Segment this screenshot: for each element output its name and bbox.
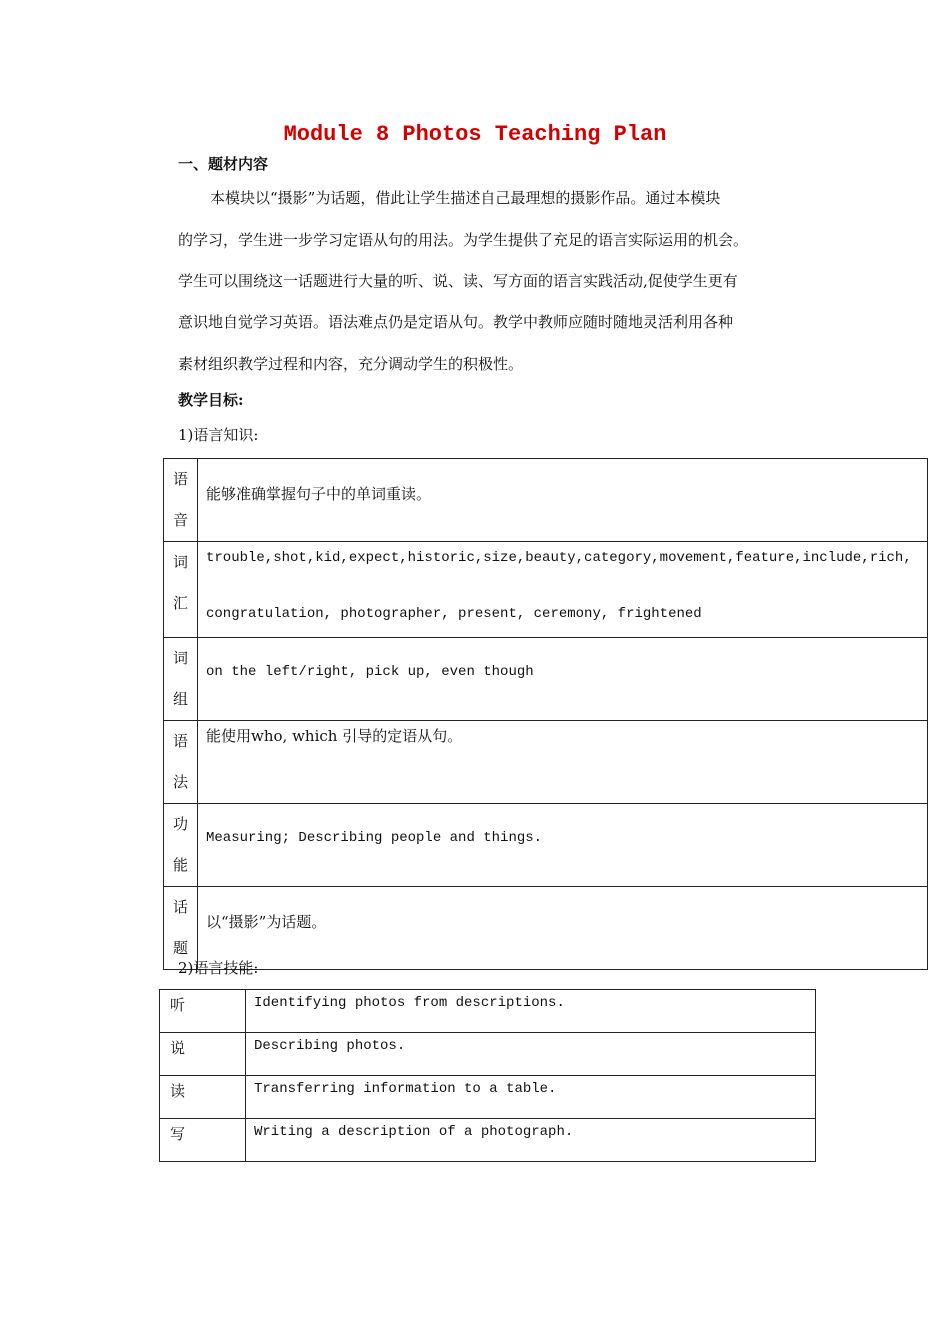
table-row [164, 887, 928, 970]
row-label: 词 汇 [164, 542, 198, 638]
language-knowledge-label: 1)语言知识: [178, 426, 259, 444]
table-row [160, 1033, 816, 1076]
skill-description: Transferring information to a table. [246, 1076, 816, 1119]
table-row [164, 721, 928, 804]
paragraph-line: 的学习，学生进一步学习定语从句的用法。为学生提供了充足的语言实际运用的机会。 [178, 231, 749, 249]
skill-name: 说 [160, 1033, 246, 1076]
paragraph-line: 本模块以“摄影”为话题，借此让学生描述自己最理想的摄影作品。通过本模块 [210, 189, 721, 207]
row-label: 语 法 [164, 721, 198, 804]
row-label: 语 音 [164, 459, 198, 542]
skill-name: 写 [160, 1119, 246, 1162]
table-row [164, 459, 928, 542]
row-content: 以“摄影”为话题。 [198, 887, 928, 970]
skill-name: 读 [160, 1076, 246, 1119]
table-row [164, 542, 928, 638]
paragraph-line: 学生可以围绕这一话题进行大量的听、说、读、写方面的语言实践活动,促使学生更有 [178, 272, 738, 290]
skill-description: Identifying photos from descriptions. [246, 990, 816, 1033]
skill-description: Writing a description of a photograph. [246, 1119, 816, 1162]
row-content: 能够准确掌握句子中的单词重读。 [198, 459, 928, 542]
paragraph-line: 素材组织教学过程和内容，充分调动学生的积极性。 [178, 355, 524, 373]
skill-description: Describing photos. [246, 1033, 816, 1076]
row-label: 词 组 [164, 638, 198, 721]
table-row [160, 1119, 816, 1162]
table-row [160, 990, 816, 1033]
page-title: Module 8 Photos Teaching Plan [283, 122, 667, 147]
skill-name: 听 [160, 990, 246, 1033]
row-content: Measuring; Describing people and things. [198, 804, 928, 887]
language-skills-label: 2)语言技能: [178, 959, 259, 977]
row-label: 功 能 [164, 804, 198, 887]
table-row [164, 638, 928, 721]
language-skills-table [159, 989, 816, 1162]
row-label: 话 题 [164, 887, 198, 970]
paragraph-line: 意识地自觉学习英语。语法难点仍是定语从句。教学中教师应随时随地灵活利用各种 [178, 313, 734, 331]
row-content: trouble,shot,kid,expect,historic,size,beauty,category,movement,feature,include,rich, congratulation, photographer, present, ceremony, frightened [198, 542, 928, 638]
row-content: 能使用who, which 引导的定语从句。 [198, 721, 928, 804]
table-row [164, 804, 928, 887]
section-heading-topic: 一、题材内容 [178, 155, 269, 173]
objectives-heading: 教学目标: [178, 391, 244, 409]
language-knowledge-table [163, 458, 928, 970]
table-row [160, 1076, 816, 1119]
row-content: on the left/right, pick up, even though [198, 638, 928, 721]
